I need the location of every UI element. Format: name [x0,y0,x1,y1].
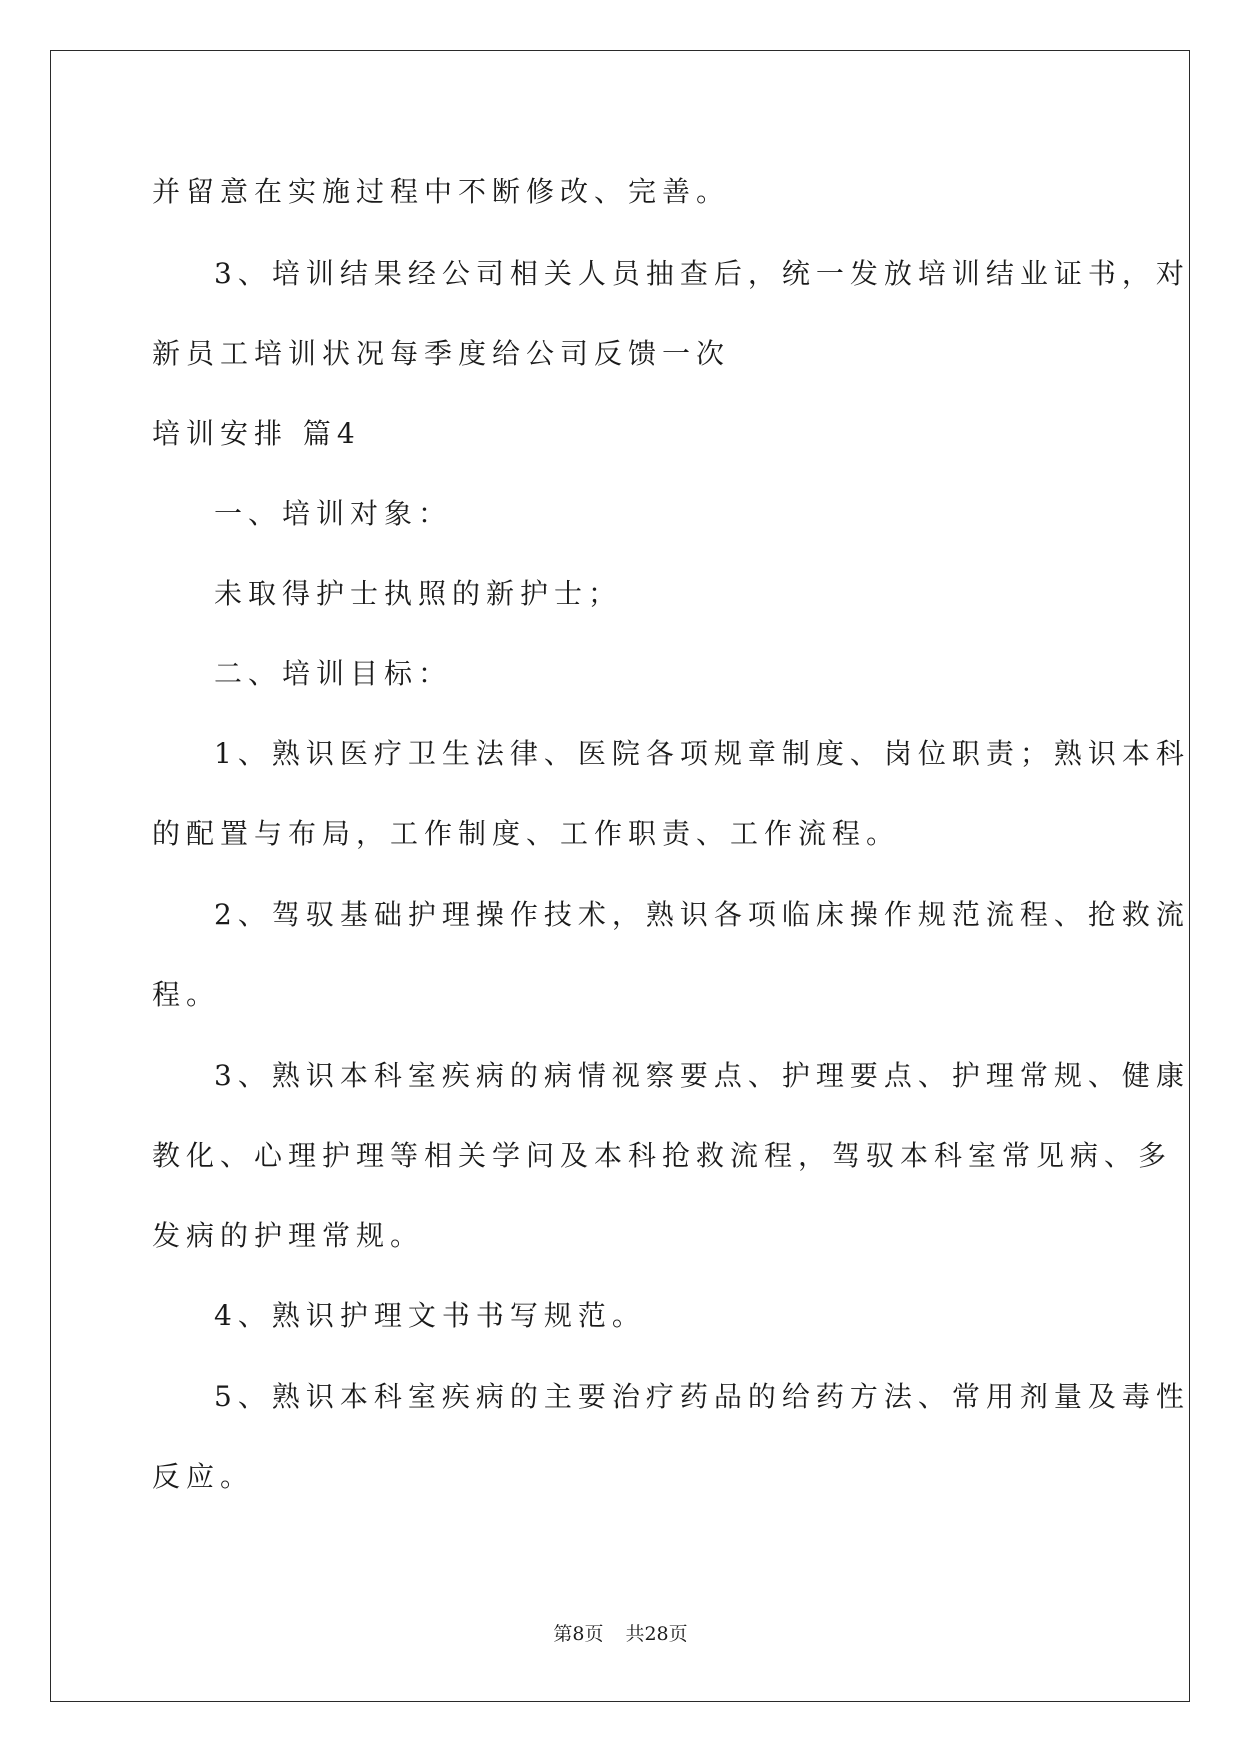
text-line: 4、熟识护理文书书写规范。 [214,1299,646,1332]
text-line: 3、熟识本科室疾病的病情视察要点、护理要点、护理常规、健康 [214,1059,1190,1092]
text-line: 新员工培训状况每季度给公司反馈一次 [152,337,731,370]
text-line: 二、培训目标： [214,657,453,690]
page-footer [0,1622,1241,1646]
text-line: 教化、心理护理等相关学问及本科抢救流程，驾驭本科室常见病、多 [152,1139,1173,1172]
text-line: 5、熟识本科室疾病的主要治疗药品的给药方法、常用剂量及毒性 [214,1380,1190,1413]
page-number-current: 第8页 [553,1623,604,1645]
text-line: 一、培训对象： [214,497,453,530]
page-number-total: 共28页 [625,1623,688,1645]
text-line: 反应。 [152,1460,255,1493]
text-line: 3、培训结果经公司相关人员抽查后，统一发放培训结业证书，对 [214,257,1190,290]
section-heading: 培训安排 篇4 [152,417,361,450]
text-line: 程。 [152,978,221,1011]
text-line: 2、驾驭基础护理操作技术，熟识各项临床操作规范流程、抢救流 [214,898,1190,931]
text-line: 未取得护士执照的新护士； [214,577,623,610]
text-line: 1、熟识医疗卫生法律、医院各项规章制度、岗位职责；熟识本科 [214,737,1190,770]
page-border [50,50,1190,1702]
text-line: 的配置与布局，工作制度、工作职责、工作流程。 [152,817,901,850]
text-line: 并留意在实施过程中不断修改、完善。 [152,175,731,208]
text-line: 发病的护理常规。 [152,1219,425,1252]
